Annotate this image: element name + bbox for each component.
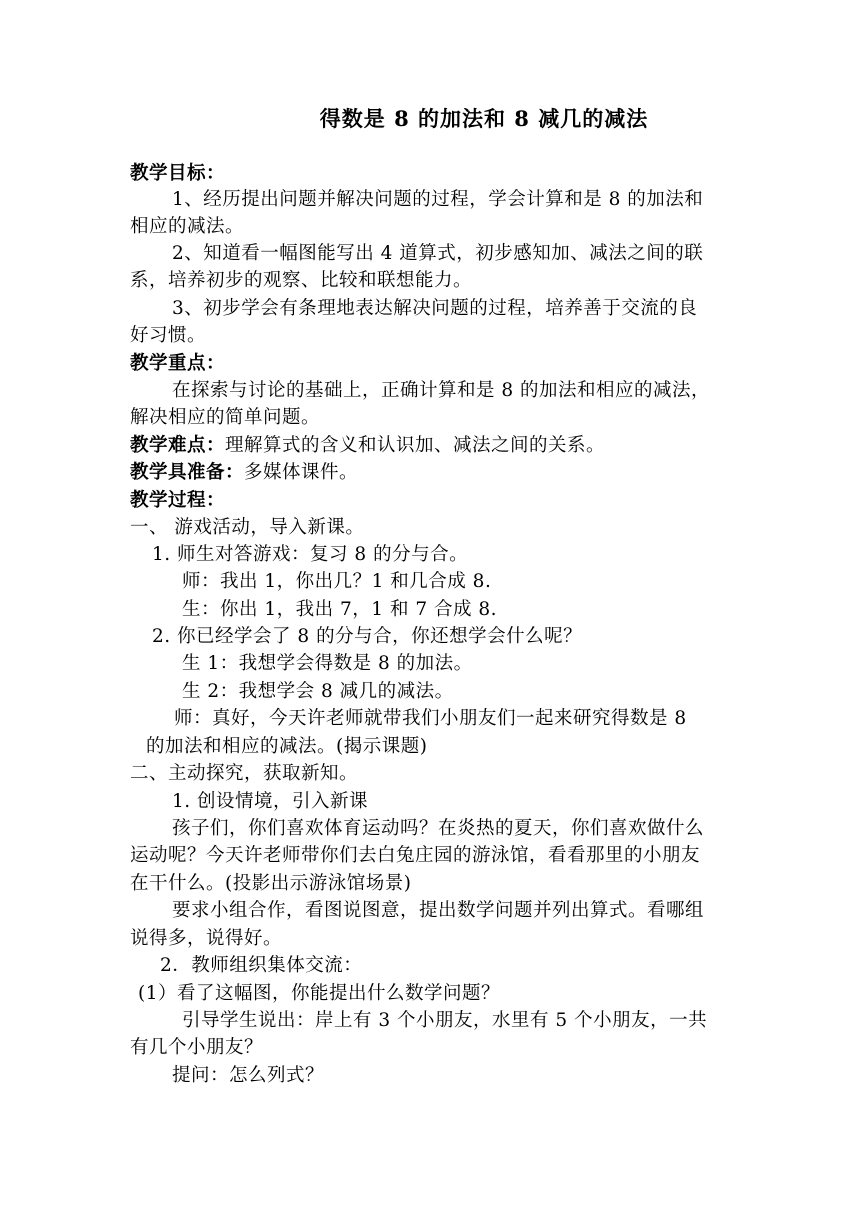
preparation-text: 多媒体课件。 [244, 462, 359, 483]
dialogue-teacher-1: 师：我出 1，你出几？1 和几合成 8. [182, 571, 492, 592]
guide-answer-line-1: 引导学生说出：岸上有 3 个小朋友，水里有 5 个小朋友，一共 [182, 1010, 708, 1031]
dialogue-teacher-2-line-2: 的加法和相应的减法。(揭示课题) [146, 736, 428, 757]
objective-1-line-2: 相应的减法。 [130, 216, 245, 237]
preparation-row [130, 460, 358, 486]
section-1-heading: 一、 游戏活动，导入新课。 [130, 517, 365, 538]
process-heading: 教学过程： [130, 490, 226, 511]
dialogue-teacher-2-line-1: 师：真好，今天许老师就带我们小朋友们一起来研究得数是 8 [174, 708, 687, 729]
dialogue-student-3: 生 2：我想学会 8 减几的减法。 [182, 681, 454, 702]
objective-3-line-2: 好习惯。 [130, 325, 207, 346]
section-1-item-1: 1. 师生对答游戏：复习 8 的分与合。 [152, 544, 469, 565]
keypoints-line-2: 解决相应的简单问题。 [130, 407, 321, 428]
keypoints-heading: 教学重点： [130, 353, 226, 374]
objective-1-line-1: 1、经历提出问题并解决问题的过程，学会计算和是 8 的加法和 [172, 189, 704, 210]
dialogue-student-2: 生 1：我想学会得数是 8 的加法。 [182, 653, 473, 674]
section-1-item-2: 2. 你已经学会了 8 的分与合，你还想学会什么呢？ [152, 626, 583, 647]
document-title: 得数是 8 的加法和 8 减几的减法 [319, 106, 649, 131]
objective-3-line-1: 3、初步学会有条理地表达解决问题的过程，培养善于交流的良 [172, 298, 698, 319]
section-2-heading: 二、主动探究，获取新知。 [130, 763, 359, 784]
dialogue-student-1: 生：你出 1，我出 7，1 和 7 合成 8. [182, 599, 498, 620]
ask-formula: 提问：怎么列式？ [172, 1065, 325, 1086]
section-2-item-1: 1. 创设情境，引入新课 [172, 791, 369, 812]
difficulty-text: 理解算式的含义和认识加、减法之间的关系。 [225, 435, 606, 456]
difficulty-heading: 教学难点： [130, 435, 226, 456]
group-task-line-2: 说得多，说得好。 [130, 928, 283, 949]
question-1: (1）看了这幅图，你能提出什么数学问题？ [138, 983, 500, 1004]
objectives-heading: 教学目标： [130, 163, 226, 184]
guide-answer-line-2: 有几个小朋友？ [130, 1037, 264, 1058]
preparation-heading: 教学具准备： [130, 462, 245, 483]
objective-2-line-1: 2、知道看一幅图能写出 4 道算式，初步感知加、减法之间的联 [172, 243, 704, 264]
scenario-paragraph-line-2: 运动呢？今天许老师带你们去白兔庄园的游泳馆，看看那里的小朋友 [130, 845, 701, 866]
difficulty-row [130, 433, 605, 459]
scenario-paragraph-line-3: 在干什么。(投影出示游泳馆场景) [130, 873, 412, 894]
scenario-paragraph-line-1: 孩子们，你们喜欢体育运动吗？在炎热的夏天，你们喜欢做什么 [172, 818, 705, 839]
keypoints-line-1: 在探索与讨论的基础上，正确计算和是 8 的加法和相应的减法， [172, 380, 711, 401]
objective-2-line-2: 系，培养初步的观察、比较和联想能力。 [130, 270, 473, 291]
section-2-item-2: 2．教师组织集体交流： [160, 955, 363, 976]
group-task-line-1: 要求小组合作，看图说图意，提出数学问题并列出算式。看哪组 [172, 900, 705, 921]
